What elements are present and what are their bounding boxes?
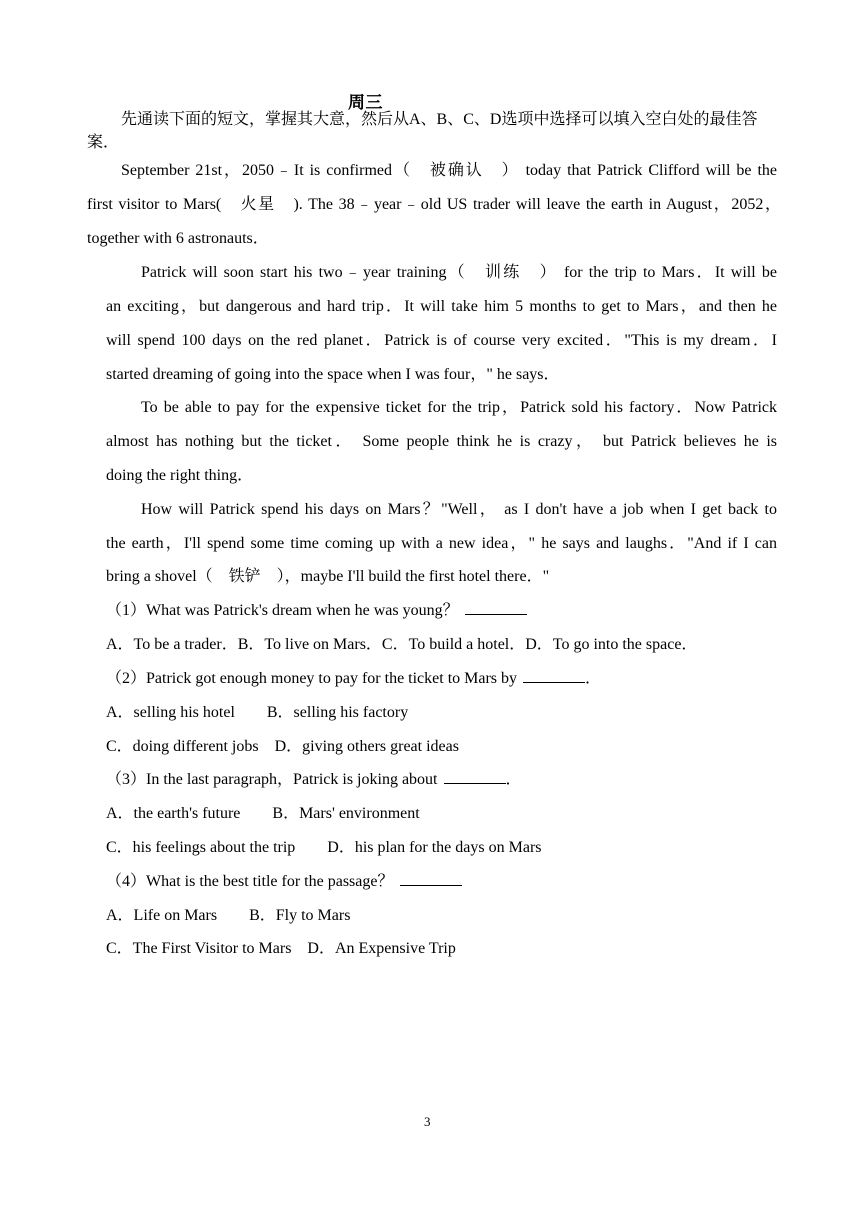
passage-p4-line-3: bring a shovel（ 铁铲 ），maybe I'll build the first hotel there．": [106, 568, 550, 585]
question-2-end: ．: [585, 670, 602, 687]
instructions: 先通读下面的短文，掌握其大意，然后从A、B、C、D选项中选择可以填入空白处的最佳答案．: [87, 111, 758, 151]
question-2-options-ab: A．selling his hotel B．selling his factory: [106, 704, 409, 721]
question-3: [106, 770, 522, 790]
question-3-stem: （3）In the last paragraph，Patrick is joking about: [106, 771, 438, 788]
passage-p1-line-3: together with 6 astronauts．: [87, 230, 269, 247]
answer-blank-2[interactable]: [523, 670, 585, 683]
passage-p3-line-1: To be able to pay for the expensive ticket for the trip，Patrick sold his factory．Now Patrick: [141, 399, 777, 416]
passage-p2-line-1: Patrick will soon start his two﹣year training（ 训练 ） for the trip to Mars．It will be: [141, 264, 777, 281]
question-3-options-ab: A．the earth's future B．Mars' environment: [106, 805, 420, 822]
question-2: [106, 669, 601, 689]
answer-blank-1[interactable]: [465, 602, 527, 615]
question-4-options-cd: C．The First Visitor to Mars D．An Expensive Trip: [106, 940, 456, 957]
question-1-options: A．To be a trader．B．To live on Mars．C．To build a hotel．D．To go into the space．: [106, 636, 698, 653]
page-number: 3: [424, 1114, 431, 1129]
passage-p3-line-2: almost has nothing but the ticket． Some people think he is crazy， but Patrick believes he is: [106, 433, 777, 450]
passage-p1-line-1: September 21st，2050﹣It is confirmed（ 被确认 ） today that Patrick Clifford will be the: [121, 162, 777, 179]
question-1-stem: （1）What was Patrick's dream when he was young？: [106, 602, 459, 619]
question-4-options-ab: A．Life on Mars B．Fly to Mars: [106, 907, 351, 924]
question-4: [106, 872, 462, 892]
passage-p3-line-3: doing the right thing．: [106, 467, 254, 484]
question-2-stem: （2）Patrick got enough money to pay for the ticket to Mars by: [106, 670, 518, 687]
question-3-end: ．: [505, 771, 522, 788]
passage-p2-line-3: will spend 100 days on the red planet．Patrick is of course very excited．"This is my dream．I: [106, 332, 777, 349]
passage-p4-line-1: How will Patrick spend his days on Mars？"Well， as I don't have a job when I get back to: [141, 501, 777, 518]
question-3-options-cd: C．his feelings about the trip D．his plan for the days on Mars: [106, 839, 542, 856]
passage-p4-line-2: the earth，I'll spend some time coming up with a new idea，" he says and laughs．"And if I can: [106, 535, 777, 552]
question-2-options-cd: C．doing different jobs D．giving others great ideas: [106, 738, 459, 755]
question-4-stem: （4）What is the best title for the passage？: [106, 873, 394, 890]
passage-p2-line-2: an exciting，but dangerous and hard trip．It will take him 5 months to get to Mars，and then he: [106, 298, 777, 315]
question-1: [106, 601, 527, 621]
page-title: 周三: [348, 93, 383, 112]
passage-p1-line-2: first visitor to Mars( 火星 ). The 38﹣year﹣old US trader will leave the earth in August，2052，: [87, 196, 781, 213]
answer-blank-4[interactable]: [400, 873, 462, 886]
answer-blank-3[interactable]: [444, 771, 506, 784]
passage-p2-line-4: started dreaming of going into the space when I was four，" he says．: [106, 366, 560, 383]
